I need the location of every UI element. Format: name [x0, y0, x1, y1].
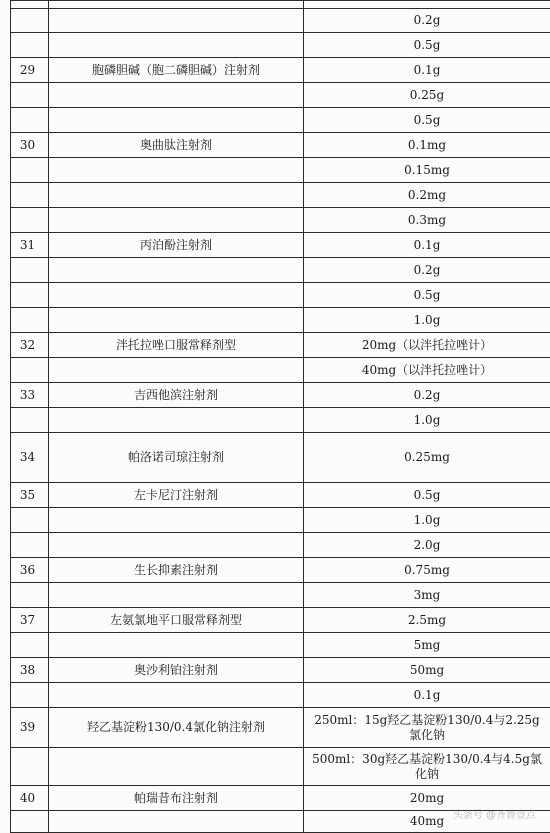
table-row — [11, 583, 550, 608]
row-number-cell: 39 — [11, 708, 49, 748]
drug-name-cell: 帕瑞昔布注射剂 — [49, 786, 304, 811]
row-number-cell: 31 — [11, 233, 49, 258]
drug-name-cell: 奥沙利铂注射剂 — [49, 658, 304, 683]
row-number-cell: 32 — [11, 333, 49, 358]
table-row — [11, 708, 550, 748]
spec-cell: 5mg — [304, 633, 550, 658]
table-row — [11, 308, 550, 333]
row-number-cell — [11, 158, 49, 183]
drug-name-cell — [49, 258, 304, 283]
drug-spec-table — [10, 0, 550, 833]
table-row — [11, 208, 550, 233]
spec-cell: 40mg（以泮托拉唑计） — [304, 358, 550, 383]
row-number-cell — [11, 408, 49, 433]
table-row — [11, 133, 550, 158]
table-row — [11, 1, 550, 9]
table-row — [11, 158, 550, 183]
spec-cell: 50mg — [304, 658, 550, 683]
table-row — [11, 183, 550, 208]
drug-name-cell — [49, 508, 304, 533]
spec-cell: 250ml：15g羟乙基淀粉130/0.4与2.25g氯化钠 — [304, 708, 550, 748]
row-number-cell: 36 — [11, 558, 49, 583]
spec-cell: 1.0g — [304, 508, 550, 533]
spec-cell: 0.1g — [304, 233, 550, 258]
drug-name-cell — [49, 583, 304, 608]
table-row — [11, 748, 550, 786]
spec-cell: 40mg — [304, 811, 550, 833]
spec-cell: 0.5g — [304, 33, 550, 58]
table-row — [11, 558, 550, 583]
table-row — [11, 408, 550, 433]
spec-cell: 2.5mg — [304, 608, 550, 633]
table-row — [11, 508, 550, 533]
row-number-cell: 38 — [11, 658, 49, 683]
drug-name-cell — [49, 533, 304, 558]
drug-name-cell — [49, 283, 304, 308]
spec-cell: 20mg（以泮托拉唑计） — [304, 333, 550, 358]
drug-name-cell — [49, 183, 304, 208]
drug-name-cell: 帕洛诺司琼注射剂 — [49, 433, 304, 483]
spec-cell: 0.5g — [304, 483, 550, 508]
spec-cell: 0.75mg — [304, 558, 550, 583]
spec-cell: 3mg — [304, 583, 550, 608]
row-number-cell — [11, 583, 49, 608]
spec-cell: 0.5g — [304, 108, 550, 133]
watermark: 头条号 @齐鲁壹点 — [453, 806, 536, 821]
drug-name-cell — [49, 33, 304, 58]
row-number-cell — [11, 633, 49, 658]
drug-name-cell: 左卡尼汀注射剂 — [49, 483, 304, 508]
table-row — [11, 608, 550, 633]
table-row — [11, 383, 550, 408]
row-number-cell — [11, 683, 49, 708]
spec-cell: 0.2mg — [304, 183, 550, 208]
drug-name-cell: 生长抑素注射剂 — [49, 558, 304, 583]
table-row — [11, 633, 550, 658]
spec-cell — [304, 1, 550, 9]
drug-name-cell — [49, 308, 304, 333]
drug-name-cell — [49, 1, 304, 9]
row-number-cell — [11, 308, 49, 333]
spec-cell: 1.0g — [304, 308, 550, 333]
spec-cell: 20mg — [304, 786, 550, 811]
spec-cell: 0.25g — [304, 83, 550, 108]
row-number-cell — [11, 183, 49, 208]
row-number-cell — [11, 283, 49, 308]
row-number-cell — [11, 33, 49, 58]
spec-cell: 0.1g — [304, 58, 550, 83]
table-row — [11, 258, 550, 283]
row-number-cell — [11, 508, 49, 533]
spec-cell: 0.1mg — [304, 133, 550, 158]
table-row — [11, 108, 550, 133]
drug-name-cell: 吉西他滨注射剂 — [49, 383, 304, 408]
table-row — [11, 283, 550, 308]
table-row — [11, 83, 550, 108]
row-number-cell: 33 — [11, 383, 49, 408]
row-number-cell: 30 — [11, 133, 49, 158]
table-row — [11, 33, 550, 58]
row-number-cell — [11, 108, 49, 133]
table-row — [11, 533, 550, 558]
drug-name-cell: 奥曲肽注射剂 — [49, 133, 304, 158]
table-row — [11, 483, 550, 508]
spec-cell: 0.5g — [304, 283, 550, 308]
drug-name-cell — [49, 208, 304, 233]
drug-name-cell — [49, 158, 304, 183]
spec-cell: 0.2g — [304, 9, 550, 33]
spec-cell: 0.2g — [304, 383, 550, 408]
row-number-cell — [11, 533, 49, 558]
drug-name-cell — [49, 83, 304, 108]
table-body — [11, 1, 550, 833]
row-number-cell — [11, 358, 49, 383]
row-number-cell — [11, 208, 49, 233]
drug-name-cell — [49, 108, 304, 133]
spec-cell: 500ml：30g羟乙基淀粉130/0.4与4.5g氯化钠 — [304, 748, 550, 786]
drug-name-cell — [49, 9, 304, 33]
spec-cell: 0.1g — [304, 683, 550, 708]
table-row — [11, 683, 550, 708]
drug-name-cell: 泮托拉唑口服常释剂型 — [49, 333, 304, 358]
row-number-cell — [11, 748, 49, 786]
table-row — [11, 58, 550, 83]
row-number-cell: 35 — [11, 483, 49, 508]
spec-cell: 1.0g — [304, 408, 550, 433]
row-number-cell — [11, 1, 49, 9]
drug-name-cell — [49, 408, 304, 433]
drug-name-cell — [49, 358, 304, 383]
table-row — [11, 433, 550, 483]
drug-name-cell — [49, 811, 304, 833]
drug-name-cell — [49, 683, 304, 708]
drug-name-cell — [49, 748, 304, 786]
row-number-cell: 29 — [11, 58, 49, 83]
spec-cell: 0.2g — [304, 258, 550, 283]
spec-cell: 2.0g — [304, 533, 550, 558]
drug-name-cell: 左氨氯地平口服常释剂型 — [49, 608, 304, 633]
table-row — [11, 358, 550, 383]
row-number-cell: 40 — [11, 786, 49, 811]
drug-name-cell: 胞磷胆碱（胞二磷胆碱）注射剂 — [49, 58, 304, 83]
row-number-cell — [11, 83, 49, 108]
spec-cell: 0.3mg — [304, 208, 550, 233]
table-row — [11, 333, 550, 358]
table-row — [11, 658, 550, 683]
row-number-cell — [11, 811, 49, 833]
row-number-cell: 34 — [11, 433, 49, 483]
drug-name-cell: 羟乙基淀粉130/0.4氯化钠注射剂 — [49, 708, 304, 748]
row-number-cell — [11, 9, 49, 33]
spec-cell: 0.25mg — [304, 433, 550, 483]
drug-name-cell — [49, 633, 304, 658]
drug-name-cell: 丙泊酚注射剂 — [49, 233, 304, 258]
row-number-cell: 37 — [11, 608, 49, 633]
table-row — [11, 9, 550, 33]
table-row — [11, 233, 550, 258]
spec-cell: 0.15mg — [304, 158, 550, 183]
row-number-cell — [11, 258, 49, 283]
